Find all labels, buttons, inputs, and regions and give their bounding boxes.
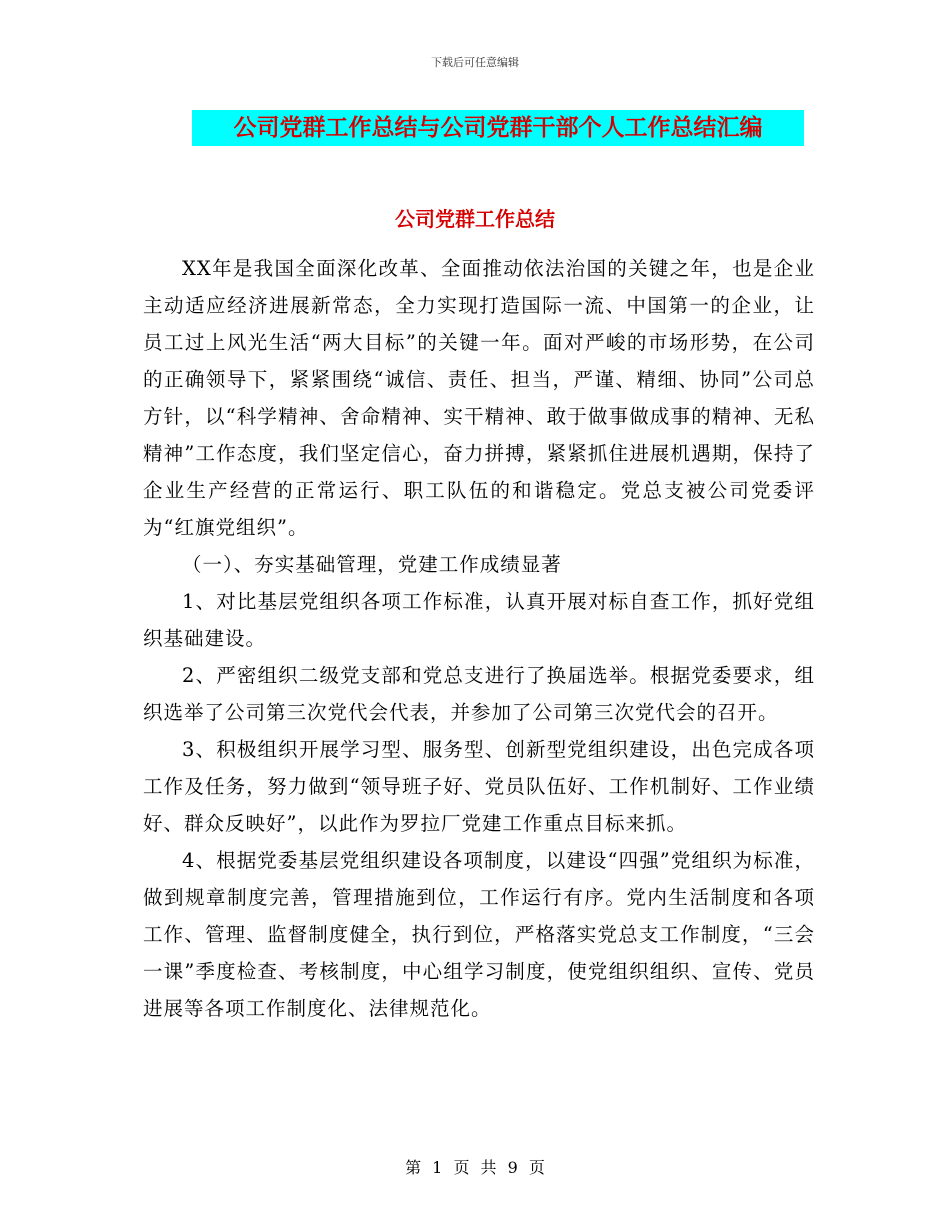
document-title: 公司党群工作总结与公司党群干部个人工作总结汇编 (192, 110, 804, 146)
paragraph-item-4: 4、根据党委基层党组织建设各项制度，以建设“四强”党组织为标准，做到规章制度完善，管理措施到位，工作运行有序。党内生活制度和各项工作、管理、监督制度健全，执行到位，严格落实党总支工作制度，“三会一课”季度检查、考核制度，中心组学习制度，使党组织组织、宣传、党员进展等各项工作制度化、法律规范化。 (143, 849, 815, 1020)
document-body (143, 250, 815, 1027)
paragraph-intro: XX年是我国全面深化改革、全面推动依法治国的关键之年，也是企业主动适应经济进展新常态，全力实现打造国际一流、中国第一的企业，让员工过上风光生活“两大目标”的关键一年。面对严峻的市场形势，在公司的正确领导下，紧紧围绕“诚信、责任、担当，严谨、精细、协同”公司总方针，以“科学精神、舍命精神、实干精神、敢于做事做成事的精神、无私精神”工作态度，我们坚定信心，奋力拼搏，紧紧抓住进展机遇期，保持了企业生产经营的正常运行、职工队伍的和谐稳定。党总支被公司党委评为“红旗党组织”。 (143, 257, 815, 539)
paragraph-item-1: 1、对比基层党组织各项工作标准，认真开展对标自查工作，抓好党组织基础建设。 (143, 590, 815, 650)
paragraph-heading-1: （一）、夯实基础管理，党建工作成绩显著 (182, 553, 562, 576)
paragraph-item-3: 3、积极组织开展学习型、服务型、创新型党组织建设，出色完成各项工作及任务，努力做到“领导班子好、党员队伍好、工作机制好、工作业绩好、群众反映好”，以此作为罗拉厂党建工作重点目标来抓。 (143, 738, 815, 835)
header-note: 下载后可任意编辑 (431, 56, 519, 69)
page-footer: 第 1 页 共 9 页 (405, 1158, 545, 1177)
section-title: 公司党群工作总结 (395, 207, 555, 231)
paragraph-item-2: 2、严密组织二级党支部和党总支进行了换届选举。根据党委要求，组织选举了公司第三次党代会代表，并参加了公司第三次党代会的召开。 (143, 664, 815, 724)
